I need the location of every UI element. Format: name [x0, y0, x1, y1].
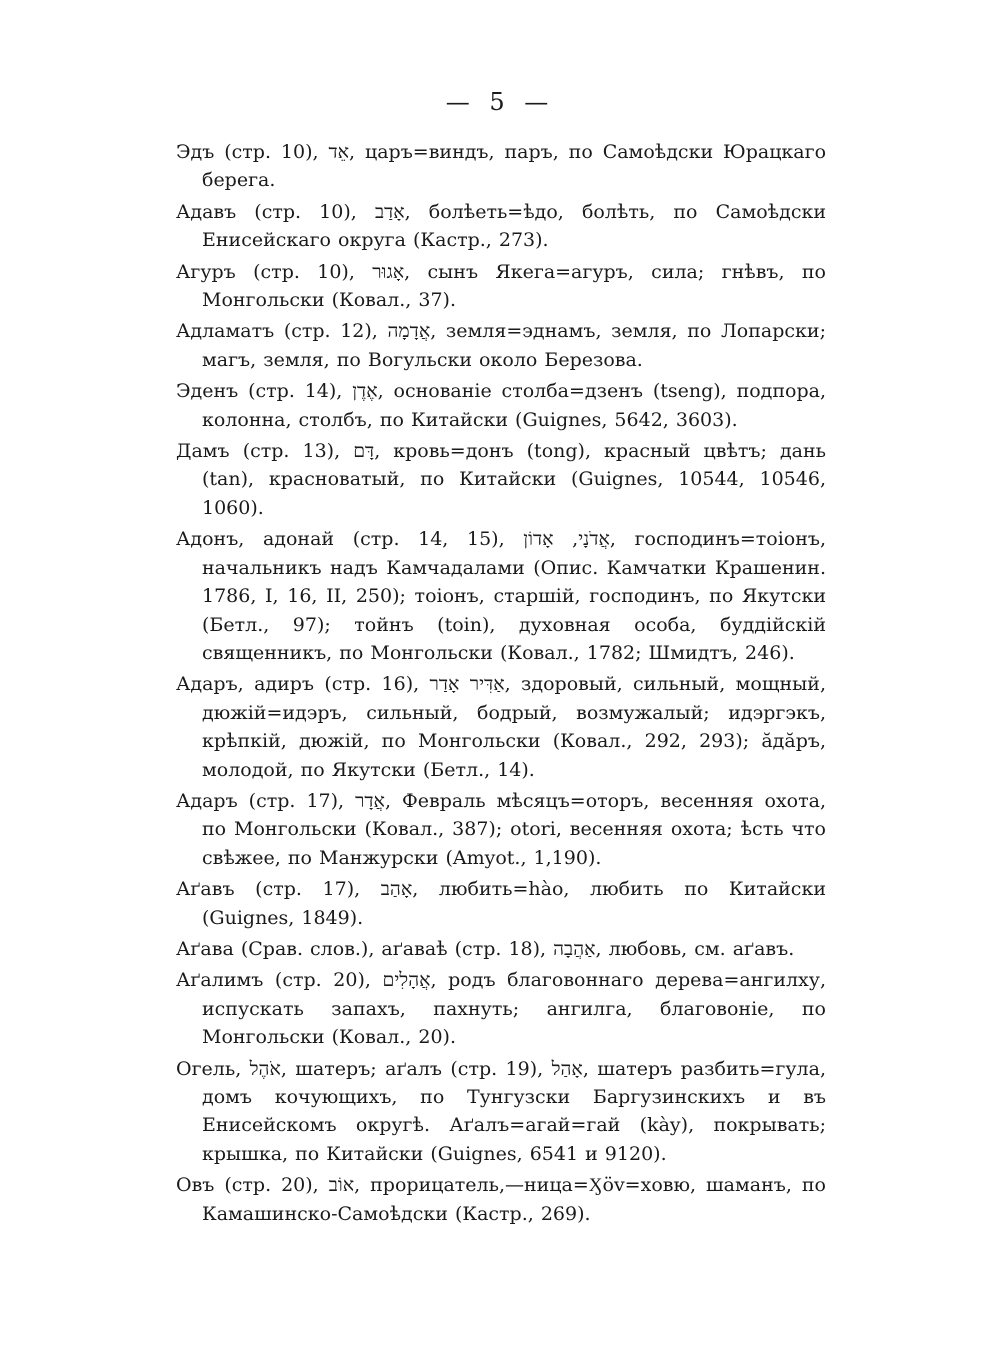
dictionary-entry: Эденъ (стр. 14), אֶדֶן, основаніе столба=дзенъ (tseng), подпора, колонна, столбъ, по Китайски (Guignes, 5642, 3603).: [176, 380, 827, 431]
dictionary-entry: Адонъ, адонай (стр. 14, 15), אֲדֹנָי, אָדוֹן, господинъ=тоіонъ, начальникъ надъ Камчадалами (Опис. Камчатки Крашенин. 1786, I, 16, II, 250); тоіонъ, старшій, господинъ, по Якутски (Бетл., 97); тойнъ (toin), духовная особа, буддійскій священникъ, по Монгольски (Ковал., 1782; Шмидтъ, 246).: [176, 528, 826, 664]
dictionary-entry: Адавъ (стр. 10), אָדַב, болѣеть=ѣдо, болѣть, по Самоѣдски Енисейскаго округа (Кастр., 273).: [176, 200, 826, 252]
dictionary-entry: Агуръ (стр. 10), אָגוּר, сынъ Якега=агуръ, сила; гнѣвъ, по Монгольски (Ковал., 37).: [176, 260, 826, 312]
dictionary-entries: [176, 138, 826, 1231]
dictionary-entry: Адламатъ (стр. 12), אֲדָמָה, земля=эднамъ, земля, по Лопарски; магъ, земля, по Вогульски около Березова.: [176, 320, 826, 371]
dictionary-entry: Адаръ (стр. 17), אֲדָר, Февраль мѣсяцъ=оторъ, весенняя охота, по Монгольски (Ковал., 387); otori, весенняя охота; ѣсть что свѣжее, по Манжурски (Amyot., 1,190).: [176, 789, 826, 869]
dictionary-entry: Дамъ (стр. 13), דָּם, кровь=донъ (tong), красный цвѣтъ; дань (tan), красноватый, по Китайски (Guignes, 10544, 10546, 1060).: [176, 440, 826, 519]
dictionary-entry: Аґавъ (стр. 17), אָהַב, любить=hào, любить по Китайски (Guignes, 1849).: [176, 878, 826, 929]
dictionary-entry: Аґалимъ (стр. 20), אֲהָלִים, родъ благовоннаго дерева=ангилху, испускать запахъ, пахнуть; ангилга, благовоніе, по Монгольски (Ковал., 20).: [176, 969, 826, 1049]
dictionary-entry: Огель, אֹהֶל, шатеръ; аґалъ (стр. 19), אָהַל, шатеръ разбить=гула, домъ кочующихъ, по Тунгузски Баргузинскихъ и въ Енисейскомъ округѣ. Аґалъ=агай=гай (kày), покрывать; крышка, по Китайски (Guignes, 6541 и 9120).: [176, 1057, 826, 1165]
dictionary-entry: Овъ (стр. 20), אוֹב, прорицатель,—ница=Ӽӧv=ховю, шаманъ, по Камашинско-Самоѣдски (Кастр., 269).: [176, 1174, 826, 1225]
dictionary-entry: Адаръ, адиръ (стр. 16), אַדִּיר אָדַר, здоровый, сильный, мощный, дюжій=идэръ, сильный, бодрый, возмужалый; идэргэкъ, крѣпкій, дюжій, по Монгольски (Ковал., 292, 293); ӑдӑръ, молодой, по Якутски (Бетл., 14).: [176, 673, 826, 781]
page-number: — 5 —: [445, 88, 555, 116]
dictionary-entry: Эдъ (стр. 10), אֵד, царъ=виндъ, паръ, по Самоѣдски Юрацкаго берега.: [176, 141, 827, 192]
dictionary-entry: Аґава (Срав. слов.), аґаваѣ (стр. 18), אַהֲבָה, любовь, см. аґавъ.: [176, 937, 795, 960]
